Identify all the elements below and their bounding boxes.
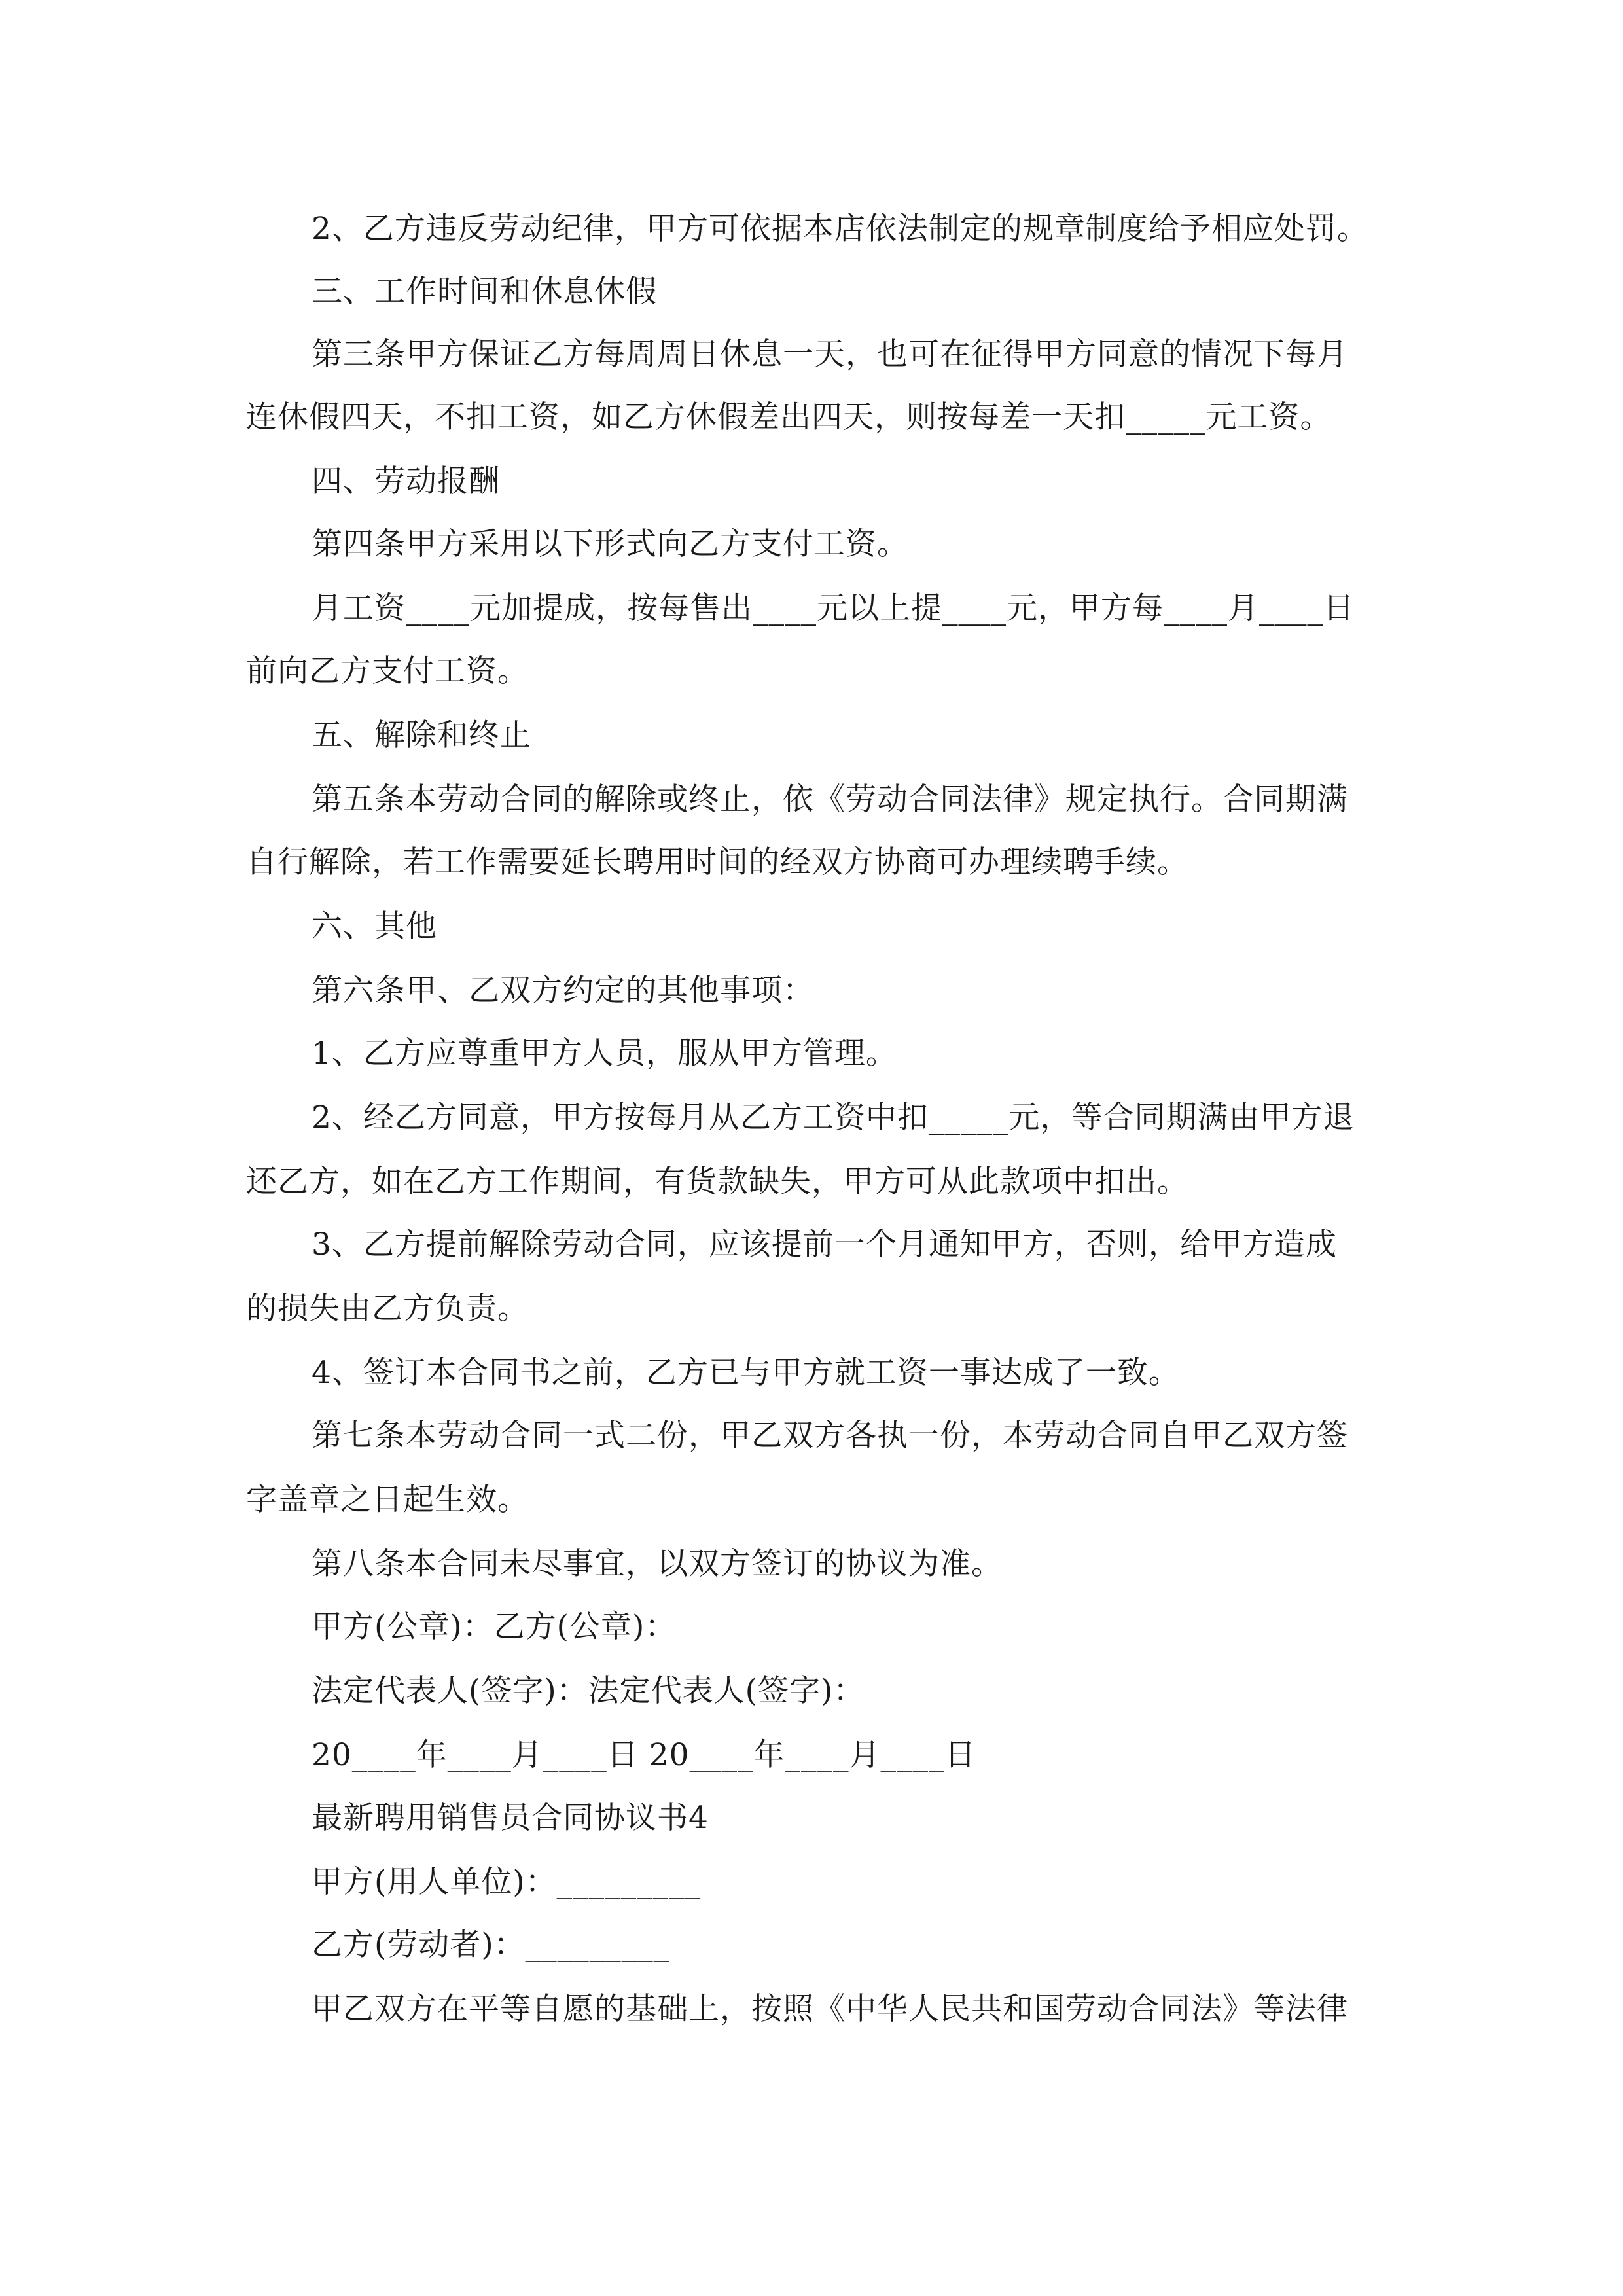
signature-representative-line: 法定代表人(签字)：法定代表人(签字)： (312, 1673, 865, 1709)
section-heading: 四、劳动报酬 (312, 463, 500, 499)
clause-paragraph: 月工资____元加提成，按每售出____元以上提____元，甲方每____月____日 (312, 590, 1355, 626)
clause-item: 4、签订本合同书之前，乙方已与甲方就工资一事达成了一致。 (312, 1355, 1180, 1391)
signature-date-line: 20____年____月____日 20____年____月____日 (312, 1737, 976, 1773)
clause-item: 1、乙方应尊重甲方人员，服从甲方管理。 (312, 1035, 897, 1071)
clause-item: 2、经乙方同意，甲方按每月从乙方工资中扣_____元，等合同期满由甲方退 (312, 1100, 1355, 1136)
section-heading: 五、解除和终止 (312, 717, 531, 753)
clause-paragraph: 第五条本劳动合同的解除或终止，依《劳动合同法律》规定执行。合同期满 (312, 781, 1348, 817)
clause-paragraph: 第八条本合同未尽事宜，以双方签订的协议为准。 (312, 1546, 1003, 1582)
party-a-line: 甲方(用人单位)：_________ (312, 1864, 702, 1900)
clause-paragraph-continued: 连休假四天，不扣工资，如乙方休假差出四天，则按每差一天扣_____元工资。 (246, 399, 1332, 435)
party-b-line: 乙方(劳动者)：_________ (312, 1927, 670, 1963)
clause-item: 3、乙方提前解除劳动合同，应该提前一个月通知甲方，否则，给甲方造成 (312, 1227, 1337, 1263)
clause-paragraph: 第三条甲方保证乙方每周周日休息一天，也可在征得甲方同意的情况下每月 (312, 336, 1348, 372)
signature-seal-line: 甲方(公章)：乙方(公章)： (312, 1609, 677, 1645)
section-heading: 六、其他 (312, 908, 437, 944)
preamble-paragraph: 甲乙双方在平等自愿的基础上，按照《中华人民共和国劳动合同法》等法律 (312, 1991, 1348, 2027)
clause-paragraph: 第七条本劳动合同一式二份，甲乙双方各执一份，本劳动合同自甲乙双方签 (312, 1418, 1348, 1454)
section-heading: 三、工作时间和休息休假 (312, 274, 657, 310)
clause-paragraph: 第四条甲方采用以下形式向乙方支付工资。 (312, 526, 908, 562)
contract-title: 最新聘用销售员合同协议书4 (312, 1800, 709, 1836)
clause-paragraph: 2、乙方违反劳动纪律，甲方可依据本店依法制定的规章制度给予相应处罚。 (312, 211, 1368, 247)
clause-item-continued: 的损失由乙方负责。 (246, 1291, 529, 1327)
clause-paragraph-continued: 字盖章之日起生效。 (246, 1482, 529, 1518)
clause-paragraph-continued: 自行解除，若工作需要延长聘用时间的经双方协商可办理续聘手续。 (246, 844, 1188, 880)
clause-paragraph: 第六条甲、乙双方约定的其他事项： (312, 973, 814, 1009)
clause-paragraph-continued: 前向乙方支付工资。 (246, 653, 529, 689)
clause-item-continued: 还乙方，如在乙方工作期间，有货款缺失，甲方可从此款项中扣出。 (246, 1164, 1188, 1200)
